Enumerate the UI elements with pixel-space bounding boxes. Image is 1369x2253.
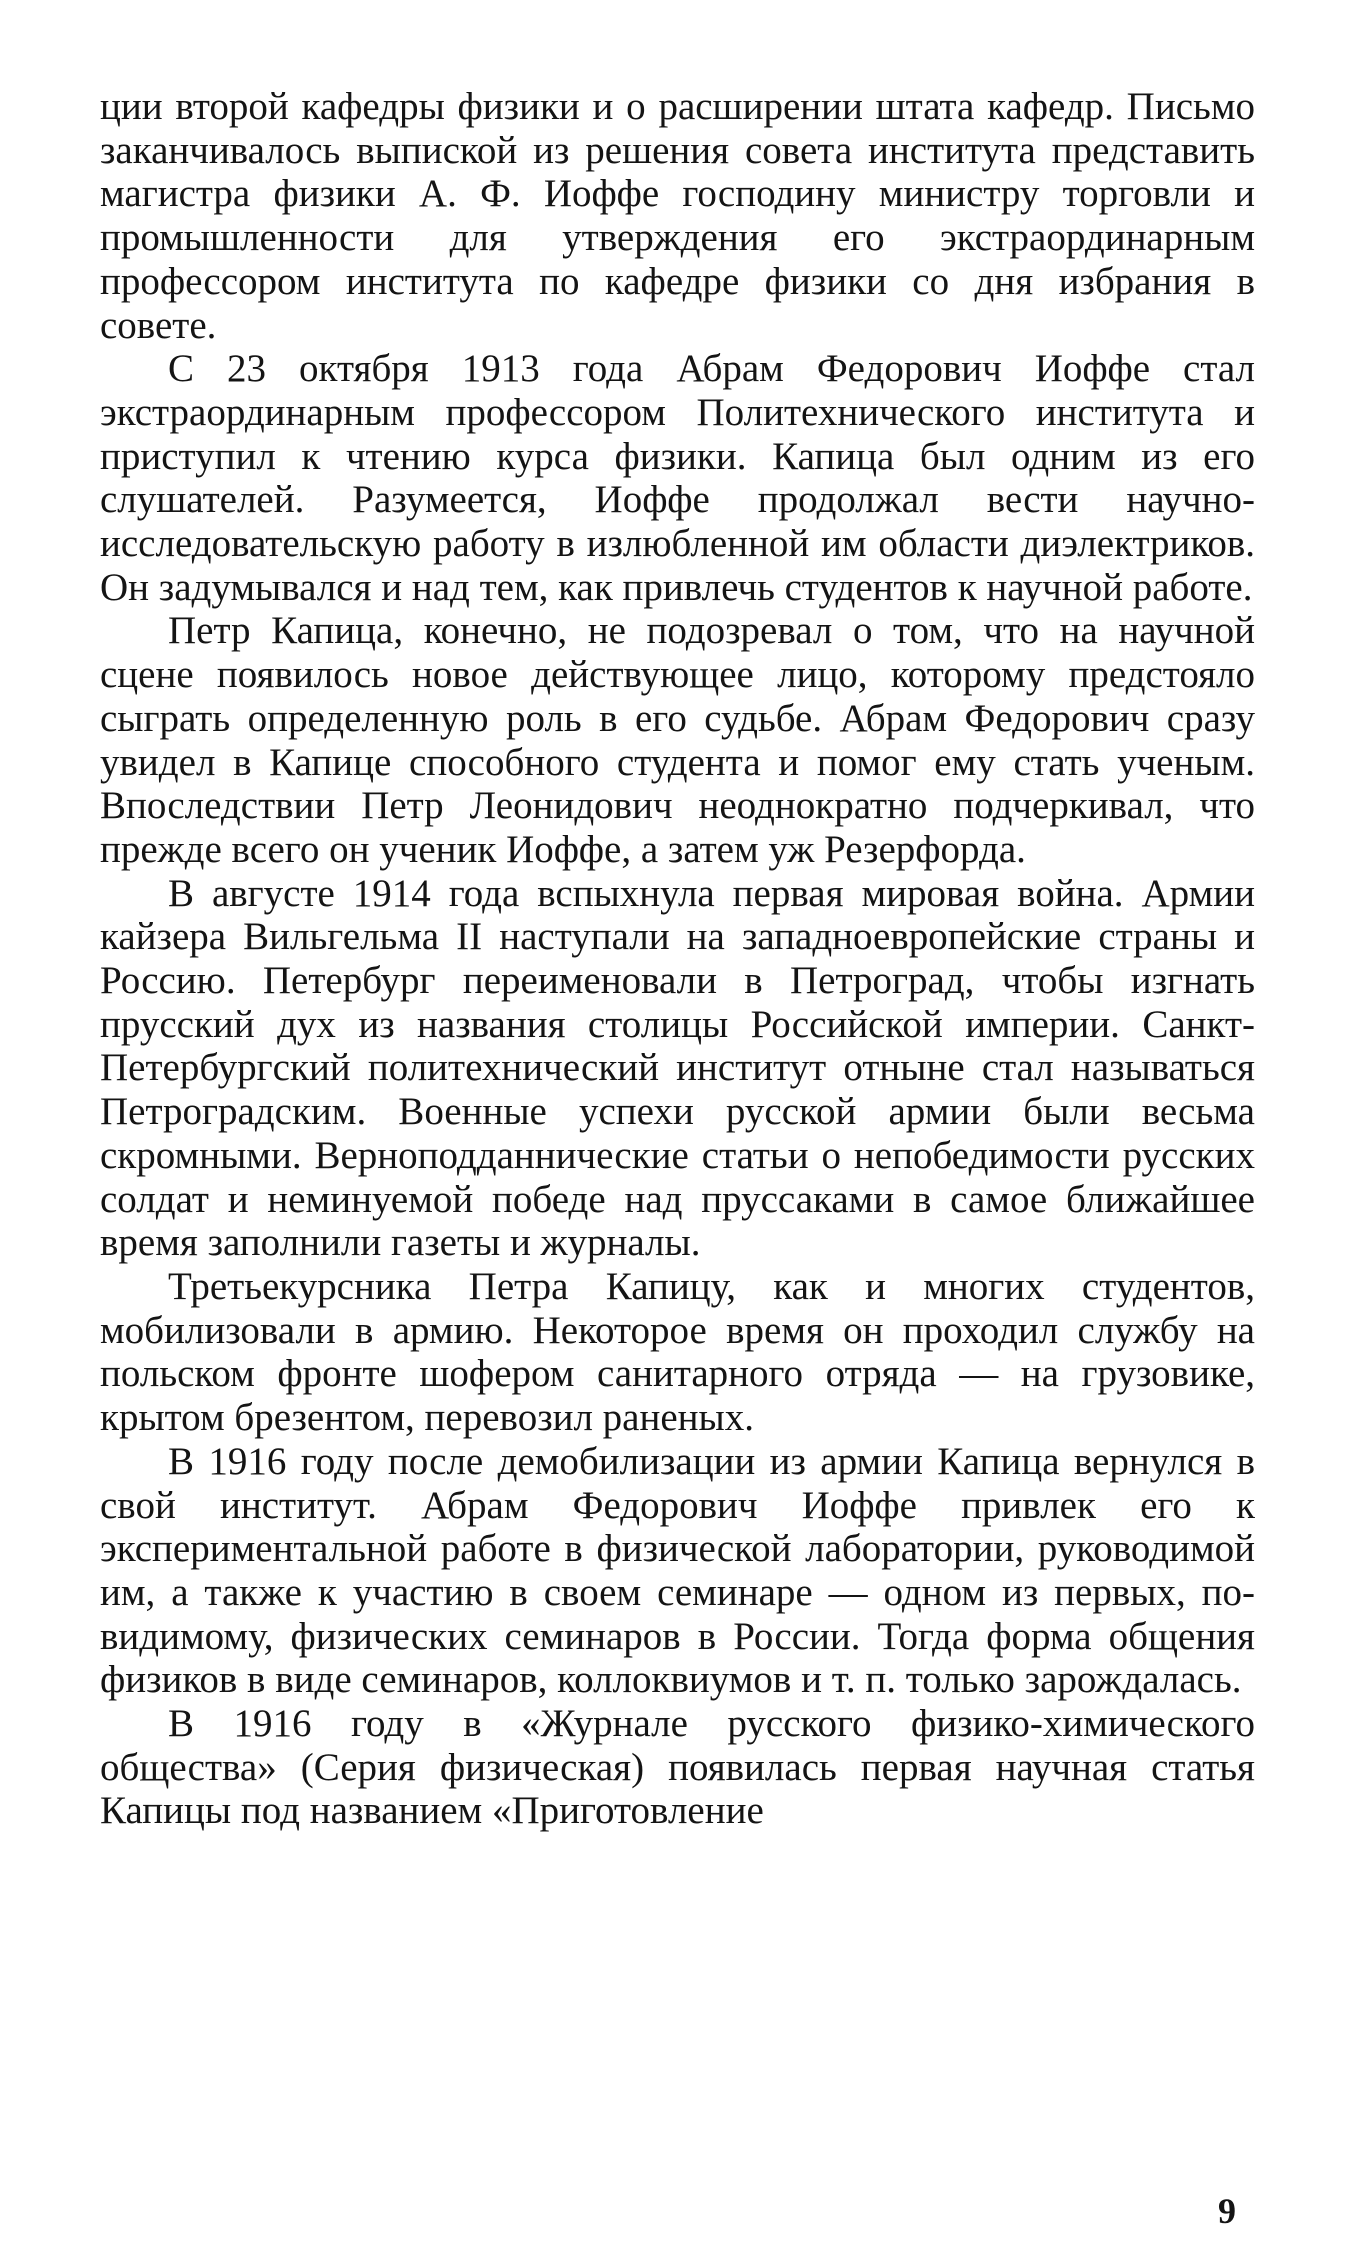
paragraph: В 1916 году после демобилизации из армии Капица вернулся в свой институт. Абрам Федорович Иоффе привлек его к экспериментальной работе в физической лаборатории, руководимой им, а также к участию в своем семинаре — одном из первых, по-видимому, физических семинаров в России. Тогда форма общения физиков в виде семинаров, коллоквиумов и т. п. только зарождалась. bbox=[100, 1439, 1255, 1702]
paragraph-last: В 1916 году в «Журнале русского физико-химического общества» (Серия физическая) появилась первая научная статья Капицы под названием «Приготовление bbox=[100, 1702, 1255, 1833]
paragraph-continuation: ции второй кафедры физики и о расширении штата кафедр. Письмо заканчивалось выпиской из решения совета института представить магистра физики А. Ф. Иоффе господину министру торговли и промышленности для утверждения его экстраординарным профессором института по кафедре физики со дня избрания в совете. bbox=[100, 85, 1255, 347]
paragraph: Петр Капица, конечно, не подозревал о том, что на научной сцене появилось новое действующее лицо, которому предстояло сыграть определенную роль в его судьбе. Абрам Федорович сразу увидел в Капице способного студента и помог ему стать ученым. Впоследствии Петр Леонидович неоднократно подчеркивал, что прежде всего он ученик Иоффе, а затем уж Резерфорда. bbox=[100, 609, 1255, 871]
paragraph: В августе 1914 года вспыхнула первая мировая война. Армии кайзера Вильгельма II наступали на западноевропейские страны и Россию. Петербург переименовали в Петроград, чтобы изгнать прусский дух из названия столицы Российской империи. Санкт-Петербургский политехнический институт отныне стал называться Петроградским. Военные успехи русской армии были весьма скромными. Верноподданнические статьи о непобедимости русских солдат и неминуемой победе над пруссаками в самое ближайшее время заполнили газеты и журналы. bbox=[100, 871, 1255, 1265]
page-number: 9 bbox=[1218, 2191, 1236, 2231]
paragraph: С 23 октября 1913 года Абрам Федорович Иоффе стал экстраординарным профессором Политехнического института и приступил к чтению курса физики. Капица был одним из его слушателей. Разумеется, Иоффе продолжал вести научно-исследовательскую работу в излюбленной им области диэлектриков. Он задумывался и над тем, как привлечь студентов к научной работе. bbox=[100, 347, 1255, 609]
paragraph: Третьекурсника Петра Капицу, как и многих студентов, мобилизовали в армию. Некоторое время он проходил службу на польском фронте шофером санитарного отряда — на грузовике, крытом брезентом, перевозил раненых. bbox=[100, 1264, 1255, 1440]
body-text bbox=[100, 85, 1255, 1833]
